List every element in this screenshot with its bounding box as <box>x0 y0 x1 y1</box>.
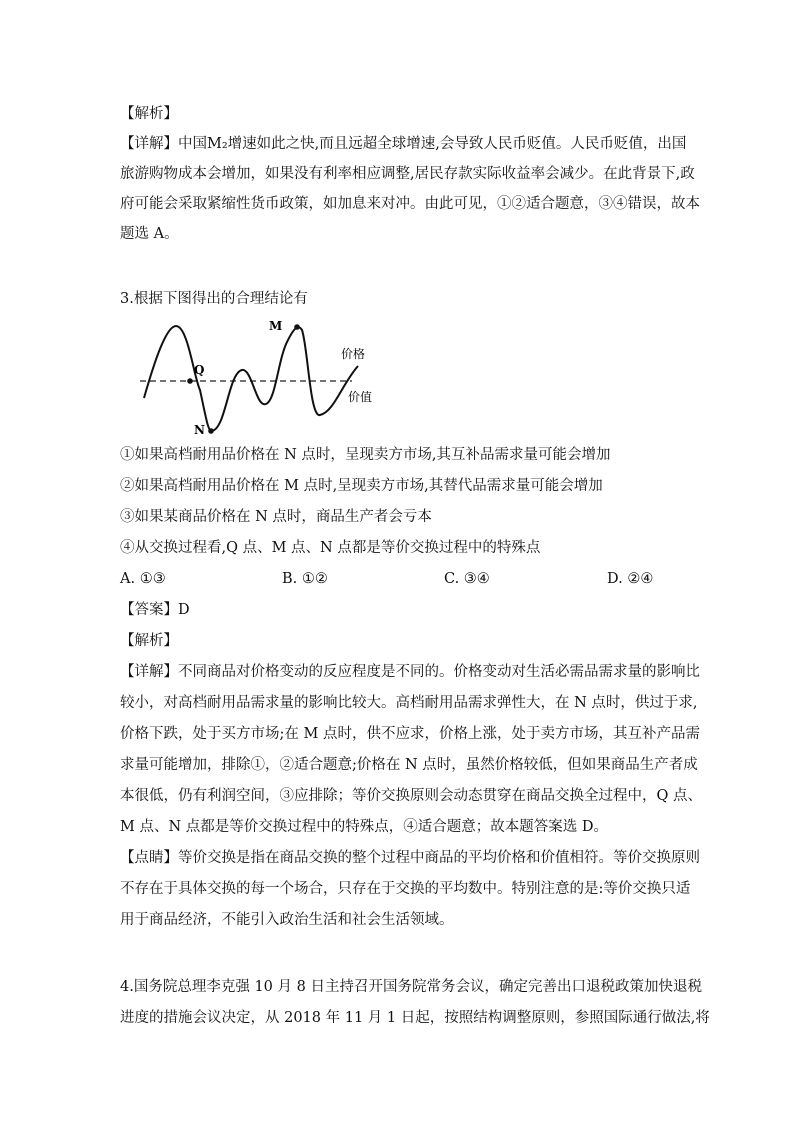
option-b: B. ①② <box>282 571 328 587</box>
point-n <box>208 428 214 434</box>
option-d: D. ②④ <box>607 571 654 587</box>
q3-detail-line-3: 价格下跌，处于买方市场;在 M 点时，供不应求，价格上涨，处于卖方市场，其互补产品需 <box>120 726 700 742</box>
q3-detail-line-2: 较小，对高档耐用品需求量的影响比较大。高档耐用品需求弹性大，在 N 点时，供过于求, <box>120 695 698 711</box>
pointer-line-3: 用于商品经济，不能引入政治生活和社会生活领域。 <box>120 912 454 928</box>
answer: 【答案】D <box>120 602 190 618</box>
price-curve <box>144 326 358 431</box>
label-value: 价值 <box>348 390 373 404</box>
q3-detail-line-4: 求量可能增加，排除①，②适合题意;价格在 N 点时，虽然价格较低，但如果商品生产者成 <box>120 757 698 773</box>
label-n: N <box>194 423 205 437</box>
statement-1: ①如果高档耐用品价格在 N 点时，呈现卖方市场,其互补品需求量可能会增加 <box>120 447 611 463</box>
q3-detail-line-6: M 点、N 点都是等价交换过程中的特殊点，④适合题意；故本题答案选 D。 <box>120 819 608 835</box>
q3-detail-line-1: 【详解】不同商品对价格变动的反应程度是不同的。价格变动对生活必需品需求量的影响比 <box>120 664 700 680</box>
detail-line-1: 【详解】中国M₂增速如此之快,而且远超全球增速,会导致人民币贬值。人民币贬值，出国 <box>120 136 687 152</box>
label-q: Q <box>194 363 205 377</box>
pointer-line-2: 不存在于具体交换的每一个场合，只存在于交换的平均数中。特别注意的是:等价交换只适 <box>120 881 691 897</box>
detail-line-4: 题选 A。 <box>120 226 179 242</box>
pointer-line-1: 【点睛】等价交换是指在商品交换的整个过程中商品的平均价格和价值相符。等价交换原则 <box>120 850 700 866</box>
analysis-heading: 【解析】 <box>120 106 178 122</box>
question-3-stem: 3.根据下图得出的合理结论有 <box>120 291 308 307</box>
question-4-line-2: 进度的措施会议决定，从 2018 年 11 月 1 日起，按照结构调整原则，参照国际通行做法,将 <box>120 1010 710 1026</box>
detail-line-3: 府可能会采取紧缩性货币政策，如加息来对冲。由此可见，①②适合题意，③④错误，故本 <box>120 196 700 212</box>
q3-detail-line-5: 本很低，仍有利润空间，③应排除；等价交换原则会动态贯穿在商品交换全过程中，Q 点、 <box>120 788 702 804</box>
point-m <box>294 324 300 330</box>
question-4-line-1: 4.国务院总理李克强 10 月 8 日主持召开国务院常务会议，确定完善出口退税政策加快退税 <box>120 979 702 995</box>
analysis-heading-2: 【解析】 <box>120 633 178 649</box>
statement-3: ③如果某商品价格在 N 点时，商品生产者会亏本 <box>120 509 432 525</box>
label-m: M <box>269 319 283 333</box>
price-value-figure <box>130 318 390 438</box>
option-a: A. ①③ <box>120 571 166 587</box>
point-q <box>187 378 193 384</box>
detail-line-2: 旅游购物成本会增加，如果没有利率相应调整,居民存款实际收益率会减少。在此背景下,政 <box>120 166 695 182</box>
label-price: 价格 <box>341 347 366 361</box>
statement-4: ④从交换过程看,Q 点、M 点、N 点都是等价交换过程中的特殊点 <box>120 540 541 556</box>
statement-2: ②如果高档耐用品价格在 M 点时,呈现卖方市场,其替代品需求量可能会增加 <box>120 478 603 494</box>
option-c: C. ③④ <box>444 571 490 587</box>
